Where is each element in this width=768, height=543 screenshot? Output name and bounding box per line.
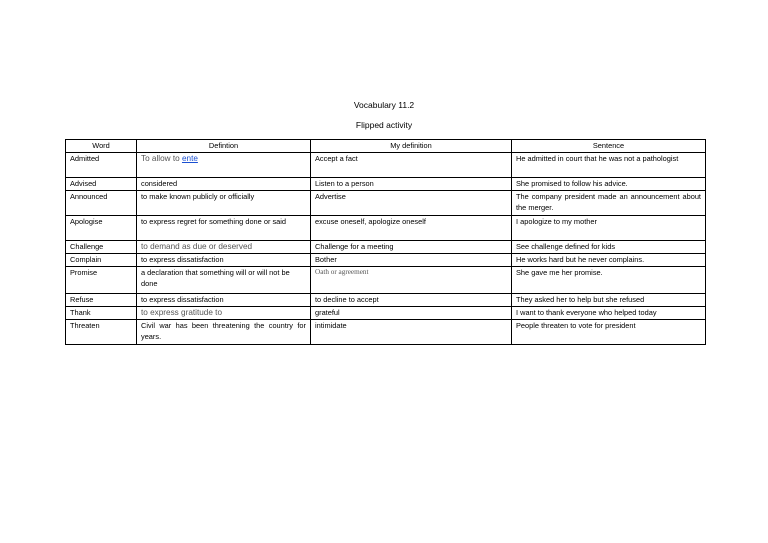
cell-definition: Civil war has been threatening the country for years.: [137, 319, 311, 344]
table-row: [66, 190, 706, 215]
document-title: Vocabulary 11.2: [353, 100, 415, 110]
cell-sentence: He admitted in court that he was not a pathologist: [512, 152, 706, 177]
header-my-definition: My definition: [311, 140, 512, 153]
cell-sentence: She promised to follow his advice.: [512, 177, 706, 190]
cell-sentence: The company president made an announcement about the merger.: [512, 190, 706, 215]
cell-my-definition: Bother: [311, 253, 512, 266]
cell-word: Refuse: [66, 293, 137, 306]
cell-definition: to demand as due or deserved: [137, 240, 311, 253]
definition-link[interactable]: ente: [181, 153, 198, 163]
cell-my-definition: excuse oneself, apologize oneself: [311, 215, 512, 240]
cell-my-definition: Advertise: [311, 190, 512, 215]
table-row: [66, 240, 706, 253]
cell-word: Apologise: [66, 215, 137, 240]
cell-word: Announced: [66, 190, 137, 215]
table-row: [66, 266, 706, 293]
document-subtitle: Flipped activity: [355, 120, 413, 130]
table-row: [66, 152, 706, 177]
cell-sentence: See challenge defined for kids: [512, 240, 706, 253]
cell-sentence: I apologize to my mother: [512, 215, 706, 240]
cell-my-definition: Accept a fact: [311, 152, 512, 177]
cell-definition: a declaration that something will or will not be done: [137, 266, 311, 293]
cell-sentence: They asked her to help but she refused: [512, 293, 706, 306]
cell-word: Thank: [66, 306, 137, 319]
cell-definition: to express dissatisfaction: [137, 293, 311, 306]
cell-my-definition: Challenge for a meeting: [311, 240, 512, 253]
cell-sentence: People threaten to vote for president: [512, 319, 706, 344]
cell-my-definition: grateful: [311, 306, 512, 319]
cell-word: Challenge: [66, 240, 137, 253]
table-row: [66, 319, 706, 344]
cell-my-definition: Oath or agreement: [311, 266, 512, 293]
header-sentence: Sentence: [512, 140, 706, 153]
cell-word: Threaten: [66, 319, 137, 344]
vocabulary-table: [65, 139, 706, 345]
definition-text: To allow to: [141, 153, 182, 163]
cell-word: Complain: [66, 253, 137, 266]
cell-my-definition: to decline to accept: [311, 293, 512, 306]
header-word: Word: [66, 140, 137, 153]
cell-definition: to express regret for something done or said: [137, 215, 311, 240]
cell-definition: to express dissatisfaction: [137, 253, 311, 266]
table-row: [66, 177, 706, 190]
table-row: [66, 215, 706, 240]
table-row: [66, 253, 706, 266]
cell-my-definition: intimidate: [311, 319, 512, 344]
table-header-row: [66, 140, 706, 153]
cell-sentence: She gave me her promise.: [512, 266, 706, 293]
cell-my-definition: Listen to a person: [311, 177, 512, 190]
cell-sentence: He works hard but he never complains.: [512, 253, 706, 266]
table-row: [66, 293, 706, 306]
cell-sentence: I want to thank everyone who helped today: [512, 306, 706, 319]
cell-word: Admitted: [66, 152, 137, 177]
header-definition: Defintion: [137, 140, 311, 153]
table-row: [66, 306, 706, 319]
cell-definition: to express gratitude to: [137, 306, 311, 319]
cell-word: Advised: [66, 177, 137, 190]
cell-definition: to make known publicly or officially: [137, 190, 311, 215]
cell-word: Promise: [66, 266, 137, 293]
cell-definition: [137, 152, 311, 177]
cell-definition: considered: [137, 177, 311, 190]
